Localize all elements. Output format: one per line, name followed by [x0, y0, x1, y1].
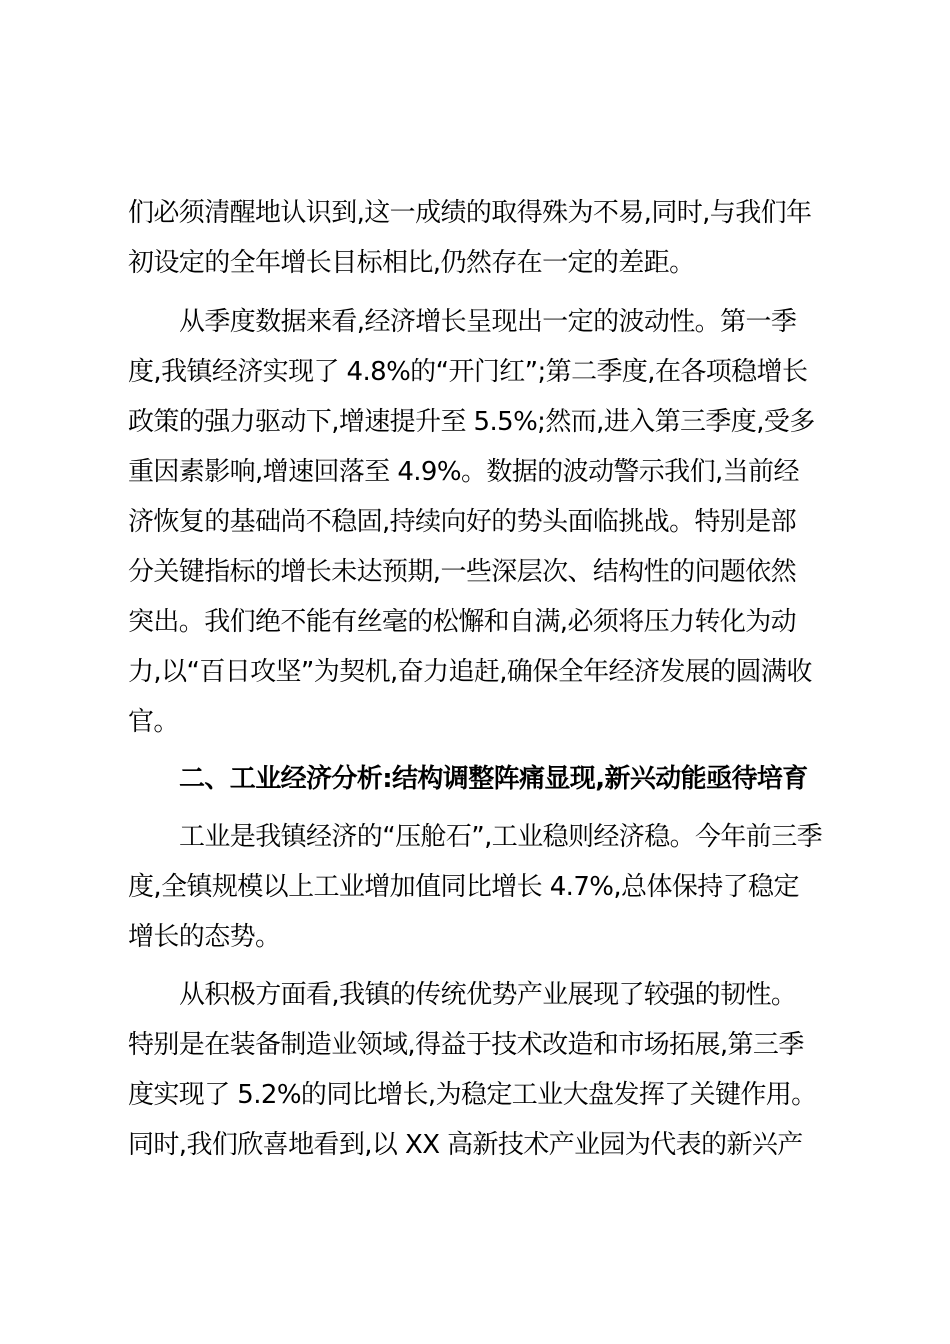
paragraph-continuation [128, 188, 828, 288]
text-line: 突出。我们绝不能有丝毫的松懈和自满,必须将压力转化为动 [128, 607, 797, 637]
text-line: 从季度数据来看,经济增长呈现出一定的波动性。第一季 [179, 307, 797, 337]
text-line: 们必须清醒地认识到,这一成绩的取得殊为不易,同时,与我们年 [128, 198, 812, 228]
text-line: 分关键指标的增长未达预期,一些深层次、结构性的问题依然 [128, 557, 797, 587]
text-line: 从积极方面看,我镇的传统优势产业展现了较强的韧性。 [179, 980, 797, 1010]
text-line: 度,全镇规模以上工业增加值同比增长 4.7%,总体保持了稳定 [128, 872, 799, 902]
text-line: 济恢复的基础尚不稳固,持续向好的势头面临挑战。特别是部 [128, 507, 797, 537]
text-line: 初设定的全年增长目标相比,仍然存在一定的差距。 [128, 248, 695, 278]
text-line: 政策的强力驱动下,增速提升至 5.5%;然而,进入第三季度,受多 [128, 407, 815, 437]
section-heading [128, 754, 828, 804]
text-line: 度实现了 5.2%的同比增长,为稳定工业大盘发挥了关键作用。 [128, 1080, 817, 1110]
text-line: 力,以“百日攻坚”为契机,奋力追赶,确保全年经济发展的圆满收 [128, 657, 812, 687]
heading-text: 二、工业经济分析:结构调整阵痛显现,新兴动能亟待培育 [179, 764, 808, 794]
paragraph-industry-overview [128, 812, 828, 962]
text-line: 同时,我们欣喜地看到,以 XX 高新技术产业园为代表的新兴产 [128, 1130, 803, 1160]
text-line: 特别是在装备制造业领域,得益于技术改造和市场拓展,第三季 [128, 1030, 804, 1060]
text-line: 度,我镇经济实现了 4.8%的“开门红”;第二季度,在各项稳增长 [128, 357, 808, 387]
paragraph-industry-positives [128, 970, 828, 1170]
text-line: 工业是我镇经济的“压舱石”,工业稳则经济稳。今年前三季 [179, 822, 823, 852]
text-line: 重因素影响,增速回落至 4.9%。数据的波动警示我们,当前经 [128, 457, 799, 487]
paragraph-quarterly-data [128, 297, 828, 747]
text-line: 增长的态势。 [128, 922, 281, 952]
text-line: 官。 [128, 707, 179, 737]
